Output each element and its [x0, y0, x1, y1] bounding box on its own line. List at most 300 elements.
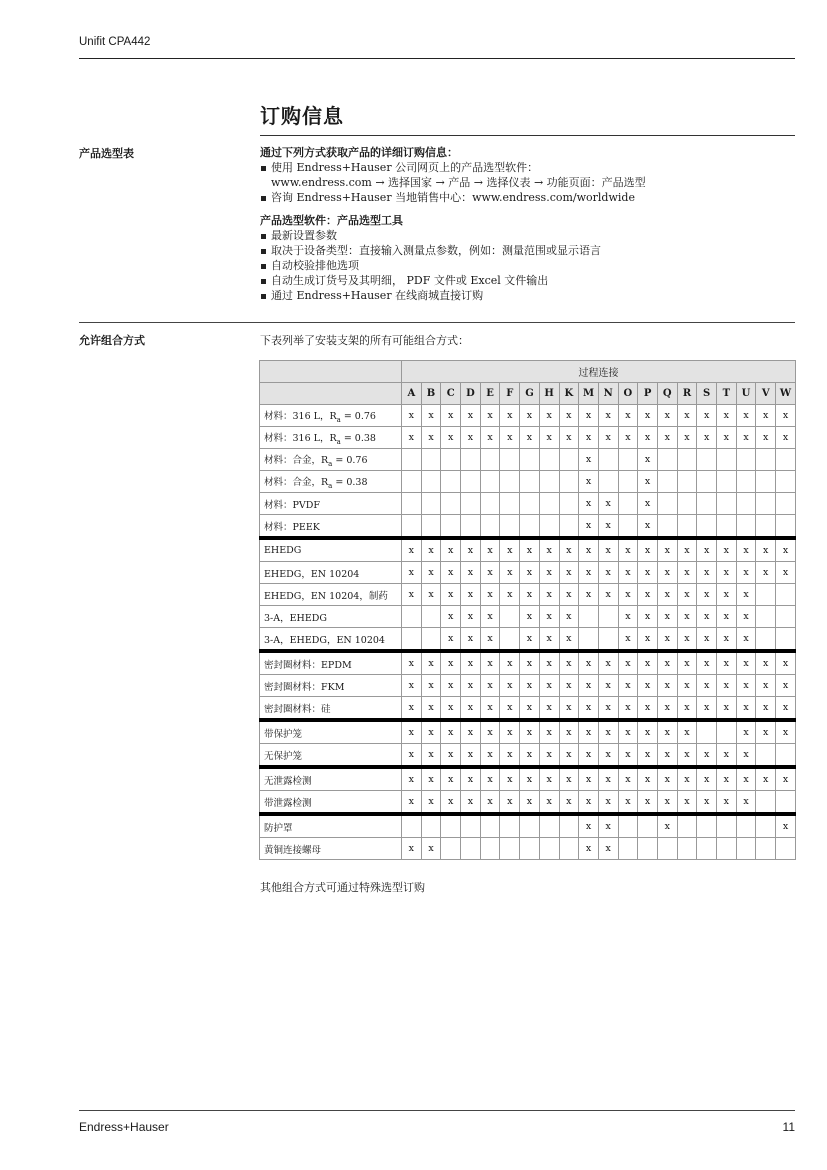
- table-cell: x: [677, 697, 697, 721]
- table-cell: x: [520, 744, 540, 768]
- table-cell: [756, 814, 776, 838]
- table-cell: [402, 493, 422, 515]
- table-cell: [539, 515, 559, 539]
- table-cell: x: [657, 744, 677, 768]
- table-cell: [697, 814, 717, 838]
- table-cell: x: [520, 606, 540, 628]
- table-cell: x: [579, 838, 599, 860]
- row-label: 密封圈材料：FKM: [260, 675, 402, 697]
- table-cell: x: [421, 720, 441, 744]
- table-cell: x: [776, 767, 796, 791]
- table-cell: x: [480, 651, 500, 675]
- row-label: 材料：合金，$R_a = 0.76$: [260, 449, 402, 471]
- table-cell: [480, 515, 500, 539]
- column-header: N: [598, 383, 618, 405]
- table-cell: x: [559, 791, 579, 815]
- table-cell: [677, 449, 697, 471]
- table-cell: x: [717, 562, 737, 584]
- table-cell: x: [598, 744, 618, 768]
- table-cell: x: [441, 697, 461, 721]
- table-cell: x: [677, 744, 697, 768]
- column-header: D: [461, 383, 481, 405]
- table-cell: [480, 493, 500, 515]
- table-cell: x: [539, 584, 559, 606]
- table-cell: x: [717, 697, 737, 721]
- row-label: 防护罩: [260, 814, 402, 838]
- table-row: [260, 744, 796, 768]
- table-row: [260, 606, 796, 628]
- table-cell: x: [598, 427, 618, 449]
- table-cell: x: [559, 562, 579, 584]
- table-cell: [618, 493, 638, 515]
- table-cell: [697, 493, 717, 515]
- table-cell: [441, 814, 461, 838]
- document-header-title: Unifit CPA442: [79, 36, 151, 48]
- table-cell: x: [421, 767, 441, 791]
- column-header: M: [579, 383, 599, 405]
- footer-brand: Endress+Hauser: [79, 1120, 169, 1134]
- table-cell: x: [461, 628, 481, 652]
- table-cell: x: [697, 697, 717, 721]
- table-row: [260, 651, 796, 675]
- table-cell: x: [598, 651, 618, 675]
- table-cell: x: [579, 493, 599, 515]
- table-cell: [736, 493, 756, 515]
- table-cell: [480, 838, 500, 860]
- table-cell: [421, 493, 441, 515]
- table-cell: [520, 838, 540, 860]
- table-cell: x: [579, 427, 599, 449]
- table-cell: x: [677, 720, 697, 744]
- table-row: [260, 628, 796, 652]
- table-cell: [500, 515, 520, 539]
- table-cell: x: [598, 515, 618, 539]
- table-cell: x: [756, 427, 776, 449]
- table-cell: x: [559, 606, 579, 628]
- table-cell: [736, 515, 756, 539]
- table-cell: x: [638, 562, 658, 584]
- table-cell: [598, 606, 618, 628]
- table-cell: x: [657, 628, 677, 652]
- table-cell: [480, 814, 500, 838]
- table-cell: x: [736, 427, 756, 449]
- table-cell: x: [638, 584, 658, 606]
- table-cell: [539, 471, 559, 493]
- table-row: [260, 538, 796, 562]
- section-label-allowed-combinations: 允许组合方式: [79, 334, 145, 347]
- table-cell: x: [618, 744, 638, 768]
- table-cell: x: [717, 744, 737, 768]
- table-cell: x: [480, 584, 500, 606]
- table-cell: x: [598, 538, 618, 562]
- table-cell: x: [598, 720, 618, 744]
- table-cell: x: [776, 814, 796, 838]
- table-cell: x: [520, 767, 540, 791]
- table-cell: x: [500, 427, 520, 449]
- table-cell: x: [579, 449, 599, 471]
- table-cell: x: [618, 675, 638, 697]
- table-cell: x: [421, 744, 441, 768]
- table-cell: [736, 471, 756, 493]
- table-row: [260, 720, 796, 744]
- table-cell: x: [736, 538, 756, 562]
- table-cell: [421, 606, 441, 628]
- table-cell: [598, 628, 618, 652]
- table-cell: x: [657, 562, 677, 584]
- table-cell: x: [618, 584, 638, 606]
- table-cell: x: [500, 720, 520, 744]
- table-cell: x: [736, 606, 756, 628]
- table-cell: x: [559, 427, 579, 449]
- table-cell: [539, 449, 559, 471]
- section-lead: 通过下列方式获取产品的详细订购信息：: [260, 146, 458, 159]
- table-cell: [520, 515, 540, 539]
- row-label: 带保护笼: [260, 720, 402, 744]
- table-cell: [697, 720, 717, 744]
- table-cell: x: [579, 584, 599, 606]
- table-cell: [520, 471, 540, 493]
- row-label: 3-A，EHEDG，EN 10204: [260, 628, 402, 652]
- column-header: C: [441, 383, 461, 405]
- table-cell: [717, 515, 737, 539]
- column-header: U: [736, 383, 756, 405]
- table-cell: x: [402, 427, 422, 449]
- table-cell: x: [441, 405, 461, 427]
- table-cell: [480, 449, 500, 471]
- table-cell: x: [736, 628, 756, 652]
- header-rule: [79, 58, 795, 59]
- table-corner-cell: [260, 383, 402, 405]
- table-cell: x: [480, 720, 500, 744]
- table-cell: x: [677, 675, 697, 697]
- table-cell: x: [717, 675, 737, 697]
- table-cell: x: [638, 405, 658, 427]
- table-cell: [756, 515, 776, 539]
- table-cell: x: [421, 697, 441, 721]
- table-cell: [461, 515, 481, 539]
- table-cell: x: [480, 767, 500, 791]
- table-cell: x: [677, 427, 697, 449]
- configurator-tool-title: 产品选型软件：产品选型工具: [260, 214, 403, 227]
- table-cell: x: [539, 538, 559, 562]
- table-cell: [520, 493, 540, 515]
- table-cell: x: [717, 427, 737, 449]
- table-cell: x: [638, 675, 658, 697]
- table-cell: x: [598, 767, 618, 791]
- row-label: EHEDG，EN 10204，制药: [260, 584, 402, 606]
- table-cell: x: [461, 675, 481, 697]
- table-cell: x: [598, 562, 618, 584]
- table-cell: x: [480, 675, 500, 697]
- list-item: 使用 Endress+Hauser 公司网页上的产品选型软件： www.endress.com → 选择国家 → 产品 → 选择仪表 → 功能页面：产品选型: [260, 160, 780, 190]
- footer-rule: [79, 1110, 795, 1111]
- table-cell: x: [579, 744, 599, 768]
- table-cell: [697, 471, 717, 493]
- table-cell: x: [598, 697, 618, 721]
- table-cell: x: [657, 814, 677, 838]
- row-label: EHEDG: [260, 538, 402, 562]
- table-cell: x: [539, 427, 559, 449]
- table-cell: [500, 628, 520, 652]
- table-cell: x: [500, 767, 520, 791]
- table-cell: [421, 449, 441, 471]
- combinations-table: [259, 360, 796, 860]
- table-cell: [618, 838, 638, 860]
- table-cell: x: [421, 584, 441, 606]
- table-cell: x: [717, 405, 737, 427]
- table-cell: x: [736, 675, 756, 697]
- table-row: [260, 697, 796, 721]
- process-connection-header: 过程连接: [402, 361, 796, 383]
- table-cell: x: [559, 720, 579, 744]
- table-cell: x: [559, 767, 579, 791]
- table-cell: x: [559, 697, 579, 721]
- column-header: F: [500, 383, 520, 405]
- table-cell: x: [717, 584, 737, 606]
- order-methods-list: [260, 160, 780, 205]
- table-cell: x: [402, 651, 422, 675]
- table-cell: x: [756, 720, 776, 744]
- table-cell: x: [618, 606, 638, 628]
- table-cell: x: [421, 675, 441, 697]
- table-cell: x: [480, 697, 500, 721]
- table-cell: x: [480, 405, 500, 427]
- table-cell: [776, 471, 796, 493]
- table-cell: x: [539, 720, 559, 744]
- table-cell: [441, 515, 461, 539]
- table-cell: x: [598, 814, 618, 838]
- table-cell: x: [461, 562, 481, 584]
- table-cell: x: [598, 584, 618, 606]
- table-cell: x: [539, 767, 559, 791]
- table-cell: [539, 493, 559, 515]
- table-cell: x: [618, 427, 638, 449]
- table-cell: x: [539, 744, 559, 768]
- table-cell: [677, 493, 697, 515]
- table-cell: x: [618, 791, 638, 815]
- table-cell: x: [559, 405, 579, 427]
- table-cell: x: [402, 584, 422, 606]
- list-item: 最新设置参数: [260, 228, 780, 243]
- table-cell: x: [559, 675, 579, 697]
- footnote: 其他组合方式可通过特殊选型订购: [260, 881, 425, 894]
- table-cell: x: [598, 493, 618, 515]
- table-cell: [776, 606, 796, 628]
- table-cell: x: [579, 697, 599, 721]
- table-cell: x: [638, 697, 658, 721]
- table-cell: [402, 606, 422, 628]
- table-cell: x: [638, 744, 658, 768]
- table-cell: [441, 838, 461, 860]
- table-cell: x: [421, 538, 441, 562]
- table-cell: [598, 471, 618, 493]
- table-cell: [677, 814, 697, 838]
- table-cell: [520, 814, 540, 838]
- table-cell: [776, 493, 796, 515]
- product-configurator-section: [260, 145, 780, 303]
- table-cell: x: [461, 767, 481, 791]
- table-cell: x: [677, 791, 697, 815]
- table-cell: [756, 493, 776, 515]
- table-cell: x: [638, 606, 658, 628]
- table-cell: x: [559, 651, 579, 675]
- table-cell: x: [441, 427, 461, 449]
- table-cell: x: [598, 791, 618, 815]
- table-cell: [638, 814, 658, 838]
- table-cell: x: [461, 427, 481, 449]
- column-header: G: [520, 383, 540, 405]
- table-cell: x: [520, 791, 540, 815]
- table-cell: [539, 838, 559, 860]
- table-cell: x: [579, 720, 599, 744]
- table-cell: x: [638, 628, 658, 652]
- table-cell: x: [500, 675, 520, 697]
- table-cell: [756, 791, 776, 815]
- table-cell: [717, 838, 737, 860]
- table-cell: x: [657, 675, 677, 697]
- row-label: 黄铜连接螺母: [260, 838, 402, 860]
- table-cell: x: [697, 791, 717, 815]
- table-cell: x: [520, 720, 540, 744]
- table-cell: [697, 515, 717, 539]
- table-cell: x: [697, 628, 717, 652]
- table-cell: [756, 606, 776, 628]
- table-cell: x: [638, 538, 658, 562]
- table-cell: x: [480, 606, 500, 628]
- table-cell: x: [402, 562, 422, 584]
- table-cell: [717, 814, 737, 838]
- table-cell: x: [579, 562, 599, 584]
- table-cell: x: [756, 562, 776, 584]
- column-header: H: [539, 383, 559, 405]
- table-cell: x: [461, 538, 481, 562]
- table-cell: x: [638, 493, 658, 515]
- table-cell: x: [717, 606, 737, 628]
- table-cell: x: [697, 405, 717, 427]
- table-cell: [559, 838, 579, 860]
- table-cell: [756, 471, 776, 493]
- table-row: [260, 493, 796, 515]
- table-row: [260, 814, 796, 838]
- table-cell: x: [461, 584, 481, 606]
- table-cell: x: [657, 405, 677, 427]
- table-cell: x: [480, 628, 500, 652]
- table-cell: x: [500, 562, 520, 584]
- table-cell: [717, 720, 737, 744]
- table-cell: x: [579, 471, 599, 493]
- list-item: 自动校验排他选项: [260, 258, 780, 273]
- table-cell: x: [579, 814, 599, 838]
- table-cell: [559, 493, 579, 515]
- list-item: 咨询 Endress+Hauser 当地销售中心：www.endress.com/worldwide: [260, 190, 780, 205]
- table-cell: x: [697, 651, 717, 675]
- table-cell: x: [520, 584, 540, 606]
- table-cell: x: [618, 405, 638, 427]
- table-cell: x: [657, 538, 677, 562]
- table-cell: x: [776, 405, 796, 427]
- table-cell: x: [736, 767, 756, 791]
- table-row: [260, 767, 796, 791]
- table-row: [260, 584, 796, 606]
- table-cell: x: [480, 562, 500, 584]
- title-rule: [260, 135, 795, 136]
- table-cell: x: [421, 651, 441, 675]
- table-cell: [717, 493, 737, 515]
- table-cell: x: [776, 697, 796, 721]
- table-cell: [717, 449, 737, 471]
- row-label: 材料：PEEK: [260, 515, 402, 539]
- table-cell: x: [638, 720, 658, 744]
- table-cell: x: [657, 606, 677, 628]
- table-cell: [677, 515, 697, 539]
- table-cell: [421, 515, 441, 539]
- table-cell: x: [598, 675, 618, 697]
- table-cell: x: [402, 720, 422, 744]
- table-cell: x: [402, 791, 422, 815]
- table-cell: x: [500, 651, 520, 675]
- table-cell: [677, 838, 697, 860]
- table-cell: x: [657, 584, 677, 606]
- table-cell: x: [657, 791, 677, 815]
- table-cell: x: [441, 562, 461, 584]
- table-cell: [559, 814, 579, 838]
- table-cell: x: [618, 562, 638, 584]
- table-cell: [441, 449, 461, 471]
- table-cell: x: [480, 427, 500, 449]
- table-cell: [618, 814, 638, 838]
- table-cell: x: [618, 767, 638, 791]
- table-cell: x: [736, 651, 756, 675]
- column-header: W: [776, 383, 796, 405]
- table-row: [260, 471, 796, 493]
- table-cell: x: [717, 538, 737, 562]
- table-cell: [776, 628, 796, 652]
- table-cell: [618, 471, 638, 493]
- table-cell: x: [480, 744, 500, 768]
- section-rule: [79, 322, 795, 323]
- list-item: 自动生成订货号及其明细， PDF 文件或 Excel 文件输出: [260, 273, 780, 288]
- table-cell: x: [500, 538, 520, 562]
- table-cell: x: [618, 628, 638, 652]
- table-cell: [421, 814, 441, 838]
- table-cell: [539, 814, 559, 838]
- table-cell: [756, 449, 776, 471]
- table-cell: [736, 814, 756, 838]
- table-cell: x: [756, 767, 776, 791]
- table-cell: [421, 628, 441, 652]
- table-cell: [776, 838, 796, 860]
- table-row: [260, 449, 796, 471]
- table-cell: x: [618, 720, 638, 744]
- table-cell: x: [539, 405, 559, 427]
- table-corner-cell: [260, 361, 402, 383]
- table-cell: x: [539, 651, 559, 675]
- table-row: [260, 675, 796, 697]
- table-cell: x: [539, 562, 559, 584]
- table-cell: x: [441, 606, 461, 628]
- table-cell: x: [677, 606, 697, 628]
- table-cell: x: [559, 628, 579, 652]
- table-cell: [461, 471, 481, 493]
- table-row: [260, 838, 796, 860]
- table-cell: [461, 449, 481, 471]
- table-cell: x: [697, 606, 717, 628]
- table-cell: x: [697, 675, 717, 697]
- table-cell: x: [421, 427, 441, 449]
- table-cell: x: [657, 720, 677, 744]
- table-cell: [657, 493, 677, 515]
- table-cell: [657, 449, 677, 471]
